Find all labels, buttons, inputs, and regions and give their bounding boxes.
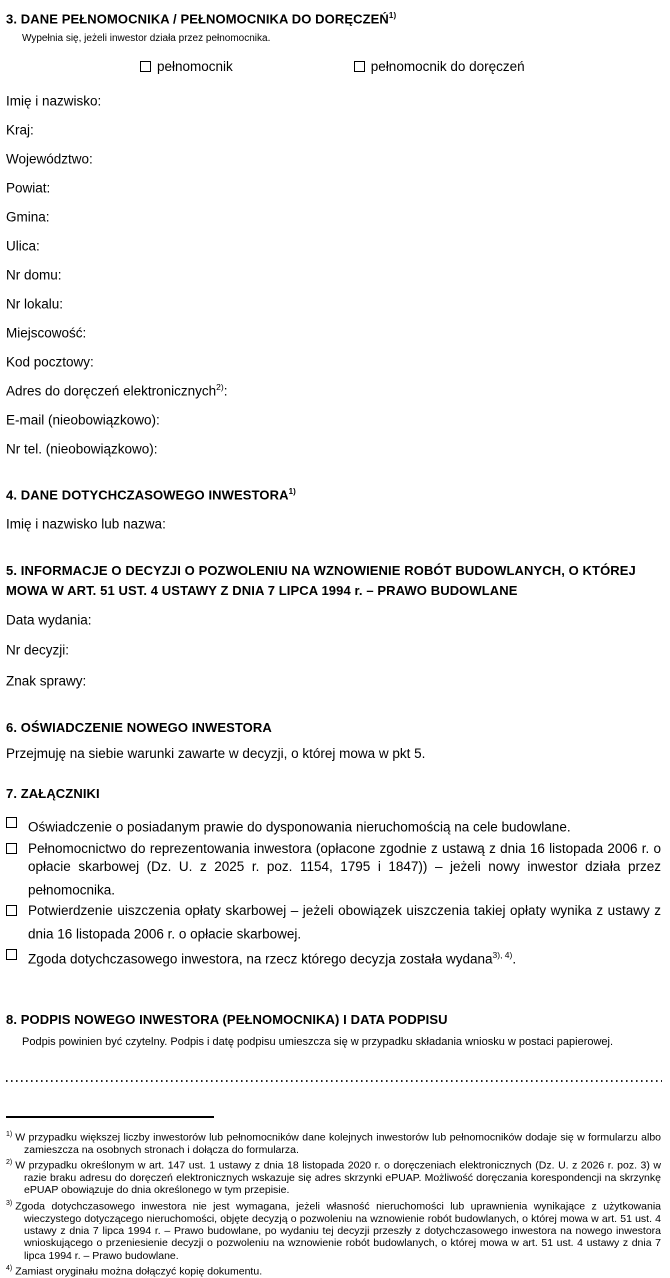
attachment-checkbox-icon[interactable] bbox=[6, 949, 17, 960]
attachment-checkbox-icon[interactable] bbox=[6, 843, 17, 854]
form-field-label bbox=[6, 438, 661, 457]
field-label-text: Kod pocztowy: bbox=[6, 354, 94, 370]
field-label-text: Województwo: bbox=[6, 151, 93, 167]
form-field-label bbox=[6, 380, 661, 399]
attachment-text bbox=[28, 814, 661, 837]
pelnomocnik-do-doreczen-option-label: pełnomocnik do doręczeń bbox=[370, 58, 525, 74]
pelnomocnik-do-doreczen-checkbox-icon[interactable] bbox=[354, 61, 365, 72]
attachment-text bbox=[28, 946, 661, 969]
footnote-marker: 2) bbox=[6, 1158, 13, 1166]
attachment-checkbox-icon[interactable] bbox=[6, 817, 17, 828]
pelnomocnik-do-doreczen-option[interactable] bbox=[354, 59, 525, 74]
form-field-label bbox=[6, 639, 661, 658]
field-label-text: Nr tel. (nieobowiązkowo): bbox=[6, 441, 158, 457]
section5-title: 5. INFORMACJE O DECYZJI O POZWOLENIU NA WZNOWIENIE ROBÓT BUDOWLANYCH, O KTÓREJ MOWA W ART. 51 UST. 4 USTAWY Z DNIA 7 LIPCA 1994 r. – PRAWO BUDOWLANE bbox=[6, 562, 636, 599]
form-field-label bbox=[6, 351, 661, 370]
field-label-text: Miejscowość: bbox=[6, 325, 87, 341]
attachment-checkbox-icon[interactable] bbox=[6, 905, 17, 916]
section-dane-dotychczasowego-inwestora bbox=[6, 482, 661, 531]
footnote-marker: 4) bbox=[6, 1265, 13, 1273]
attachment-text bbox=[28, 902, 661, 944]
pelnomocnik-option-label: pełnomocnik bbox=[157, 58, 233, 74]
field-footnote-ref: 2) bbox=[216, 381, 224, 392]
footnote-text: W przypadku określonym w art. 147 ust. 1 ustawy z dnia 18 listopada 2020 r. o doręczeniach elektronicznych (Dz. U. z 2026 r. poz. 3) w razie braku adresu do doręczeń elektronicznych wskazuje się adres skrzynki ePUAP. Możliwość doręczania korespondencji na skrzynkę ePUAP obowiązuje do dnia określonego w tym przepisie. bbox=[15, 1159, 661, 1197]
section3-fields bbox=[6, 90, 661, 457]
footnote-item bbox=[6, 1157, 661, 1197]
field-label-text: E-mail (nieobowiązkowo): bbox=[6, 412, 160, 428]
form-field-label bbox=[6, 322, 661, 341]
form-field-label bbox=[6, 148, 661, 167]
signature-line[interactable] bbox=[6, 1080, 662, 1082]
form-field-label bbox=[6, 293, 661, 312]
attachment-item[interactable] bbox=[6, 902, 661, 944]
form-field-label bbox=[6, 177, 661, 196]
signature-instructions: Podpis powinien być czytelny. Podpis i datę podpisu umieszcza się w przypadku składania wniosku w postaci papierowej. bbox=[22, 1035, 614, 1048]
footnote-item bbox=[6, 1129, 661, 1156]
section3-footnote-ref: 1) bbox=[388, 11, 397, 20]
section-zalaczniki bbox=[6, 784, 661, 970]
section4-footnote-ref: 1) bbox=[288, 487, 296, 497]
footnote-text: W przypadku większej liczby inwestorów lub pełnomocników dane kolejnych inwestorów lub pełnomocników dodaje się w formularzu albo zamieszcza na osobnych stronach i dołącza do formularza. bbox=[15, 1131, 661, 1156]
form-field-label bbox=[6, 119, 661, 138]
footnote-text: Zgoda dotychczasowego inwestora nie jest wymagana, jeżeli własność nieruchomości lub uprawnienia wynikające z użytkowania wieczystego dotyczącego nieruchomości, objęte decyzją o pozwoleniu na wznowienie robót budowlanych, o której mowa w art. 51 ust. 4 ustawy z dnia 7 lipca 1994 r. – Prawo budowlane, po wydaniu tej decyzji przeszły z dotychczasowego inwestora na nowego inwestora wnioskującego o przeniesienie decyzji o pozwoleniu na wznowienie robót budowlanych, o której mowa w art. 51 ust. 4 ustawy z dnia 7 lipca 1994 r. – Prawo budowlane. bbox=[15, 1200, 661, 1262]
section8-title: 8. PODPIS NOWEGO INWESTORA (PEŁNOMOCNIKA) I DATA PODPISU bbox=[6, 1012, 448, 1028]
field-label-text: Powiat: bbox=[6, 180, 51, 196]
attachment-item[interactable] bbox=[6, 814, 661, 837]
section5-fields bbox=[6, 609, 661, 689]
pelnomocnik-checkbox-icon[interactable] bbox=[140, 61, 151, 72]
section3-title-text: 3. DANE PEŁNOMOCNIKA / PEŁNOMOCNIKA DO DORĘCZEŃ bbox=[6, 11, 389, 27]
section-dane-pelnomocnika bbox=[6, 6, 661, 456]
field-label-text: Nr lokalu: bbox=[6, 296, 64, 312]
representative-type-choices bbox=[6, 59, 661, 74]
form-field-label bbox=[6, 513, 661, 532]
field-label-text: Gmina: bbox=[6, 209, 50, 225]
attachment-text-main: Pełnomocnictwo do reprezentowania inwestora (opłacone zgodnie z ustawą z dnia 16 listopada 2006 r. o opłacie skarbowej (Dz. U. z 2025 r. poz. 1154, 1795 i 1847)) – jeżeli nowy inwestor działa przez pełnomocnika. bbox=[28, 840, 661, 898]
footnote-item bbox=[6, 1263, 661, 1278]
field-label-text: Ulica: bbox=[6, 238, 40, 254]
section4-title-text: 4. DANE DOTYCHCZASOWEGO INWESTORA bbox=[6, 487, 289, 503]
attachment-text-main: Oświadczenie o posiadanym prawie do dysponowania nieruchomością na cele budowlane. bbox=[28, 819, 571, 835]
footnote-marker: 1) bbox=[6, 1130, 13, 1138]
pelnomocnik-option[interactable] bbox=[140, 59, 233, 74]
section4-fields bbox=[6, 513, 661, 532]
field-label-text: Nr decyzji: bbox=[6, 642, 70, 658]
footnote-item bbox=[6, 1198, 661, 1263]
field-label-suffix: : bbox=[223, 383, 228, 399]
section4-title bbox=[6, 482, 661, 506]
field-label-text: Nr domu: bbox=[6, 267, 62, 283]
field-label-text: Data wydania: bbox=[6, 612, 92, 628]
field-label-text: Adres do doręczeń elektronicznych bbox=[6, 383, 217, 399]
form-field-label bbox=[6, 90, 661, 109]
section3-subnote: Wypełnia się, jeżeli inwestor działa przez pełnomocnika. bbox=[22, 32, 271, 44]
footnote-separator bbox=[6, 1116, 214, 1118]
section6-title: 6. OŚWIADCZENIE NOWEGO INWESTORA bbox=[6, 720, 272, 736]
attachment-text-suffix: . bbox=[512, 951, 517, 967]
field-label-text: Znak sprawy: bbox=[6, 673, 87, 689]
form-field-label bbox=[6, 670, 661, 689]
form-field-label bbox=[6, 235, 661, 254]
section3-title bbox=[6, 6, 661, 30]
attachment-item[interactable] bbox=[6, 946, 661, 969]
form-field-label bbox=[6, 409, 661, 428]
section-oswiadczenie-nowego-inwestora bbox=[6, 718, 661, 761]
section7-title: 7. ZAŁĄCZNIKI bbox=[6, 785, 100, 801]
footnote-marker: 3) bbox=[6, 1199, 13, 1207]
attachment-text bbox=[28, 840, 661, 900]
field-label-text: Imię i nazwisko lub nazwa: bbox=[6, 516, 166, 532]
form-field-label bbox=[6, 609, 661, 628]
attachment-text-main: Potwierdzenie uiszczenia opłaty skarbowej – jeżeli obowiązek uiszczenia takiej opłaty wynika z ustawy z dnia 16 listopada 2006 r. o opłacie skarbowej. bbox=[28, 903, 661, 942]
footnote-text: Zamiast oryginału można dołączyć kopię dokumentu. bbox=[15, 1265, 263, 1278]
footnotes bbox=[6, 1129, 661, 1278]
field-label-text: Kraj: bbox=[6, 122, 34, 138]
field-label-text: Imię i nazwisko: bbox=[6, 93, 102, 109]
attachment-text-main: Zgoda dotychczasowego inwestora, na rzecz którego decyzja została wydana bbox=[28, 951, 493, 967]
section-podpis-nowego-inwestora bbox=[6, 1010, 661, 1048]
attachment-footnote-ref: 3), 4) bbox=[492, 950, 513, 961]
form-field-label bbox=[6, 264, 661, 283]
section-informacje-o-decyzji bbox=[6, 561, 661, 689]
form-field-label bbox=[6, 206, 661, 225]
attachments-list bbox=[6, 814, 661, 969]
declaration-text: Przejmuję na siebie warunki zawarte w decyzji, o której mowa w pkt 5. bbox=[6, 745, 426, 761]
attachment-item[interactable] bbox=[6, 840, 661, 900]
